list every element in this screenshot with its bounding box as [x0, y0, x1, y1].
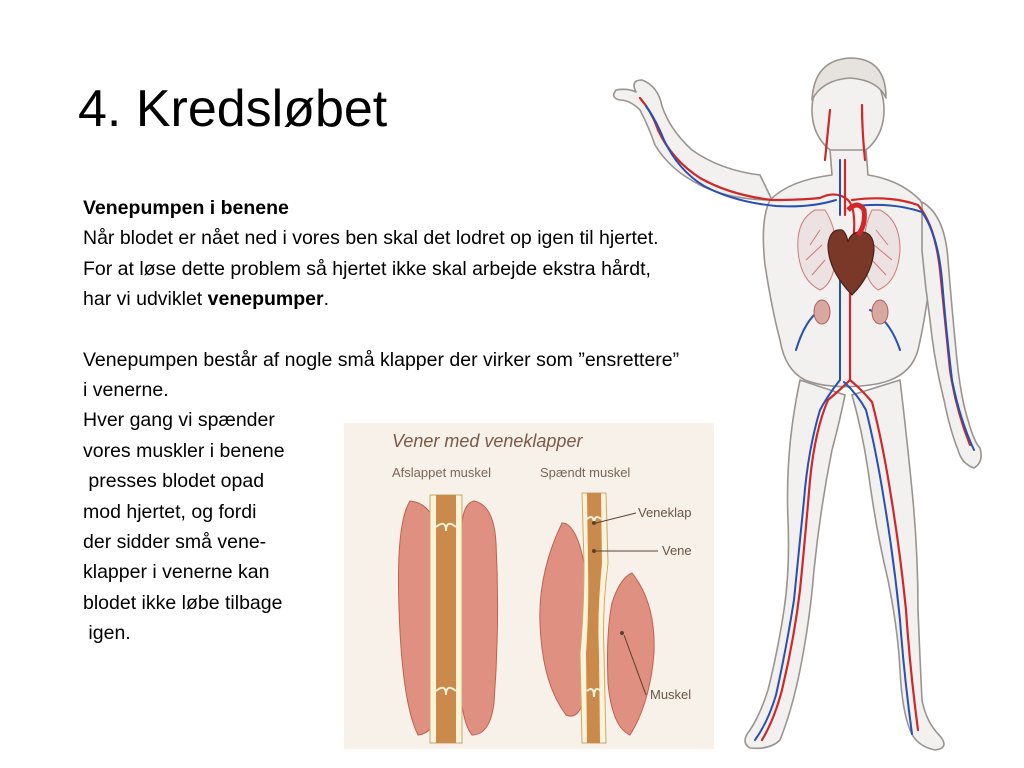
- vein-valve-diagram: [344, 423, 714, 749]
- paragraph-4-line: der sidder små vene-: [83, 531, 267, 554]
- label-muskel: Muskel: [650, 687, 692, 702]
- paragraph-1: Når blodet er nået ned i vores ben skal det lodret op igen til hjertet.: [83, 227, 659, 250]
- paragraph-4-line: igen.: [83, 622, 131, 645]
- paragraph-4-line: klapper i venerne kan: [83, 561, 270, 584]
- vein-valve-figure: [344, 423, 714, 749]
- right-caption: Spændt muskel: [540, 465, 631, 480]
- paragraph-4-line: vores muskler i benene: [83, 439, 285, 462]
- paragraph-4-line: presses blodet opad: [83, 470, 265, 493]
- paragraph-2-text: For at løse dette problem så hjertet ikke skal arbejde ekstra hårdt, har vi udviklet: [83, 257, 651, 311]
- paragraph-4-line: mod hjertet, og fordi: [83, 500, 257, 523]
- paragraph-2-end: .: [323, 288, 330, 311]
- paragraph-2-bold: venepumper: [207, 288, 324, 311]
- relaxed-muscle-group: [398, 495, 497, 743]
- label-vene: Vene: [662, 543, 692, 558]
- figure-title: Vener med veneklapper: [392, 431, 583, 451]
- muscle-left-2: [458, 501, 497, 735]
- paragraph-2: [83, 254, 683, 315]
- paragraph-3: Venepumpen består af nogle små klapper der virker som ”ensrettere” i venerne.: [83, 348, 680, 402]
- paragraph-4: [83, 405, 343, 648]
- paragraph-4-line: Hver gang vi spænder: [83, 409, 275, 432]
- label-veneklap: Veneklap: [638, 505, 692, 520]
- section-heading: Venepumpen i benene: [83, 197, 289, 219]
- left-caption: Afslappet muskel: [392, 465, 491, 480]
- slide-title: 4. Kredsløbet: [78, 80, 388, 138]
- paragraph-4-line: blodet ikke løbe tilbage: [83, 591, 283, 614]
- vein-lumen-left: [436, 495, 456, 743]
